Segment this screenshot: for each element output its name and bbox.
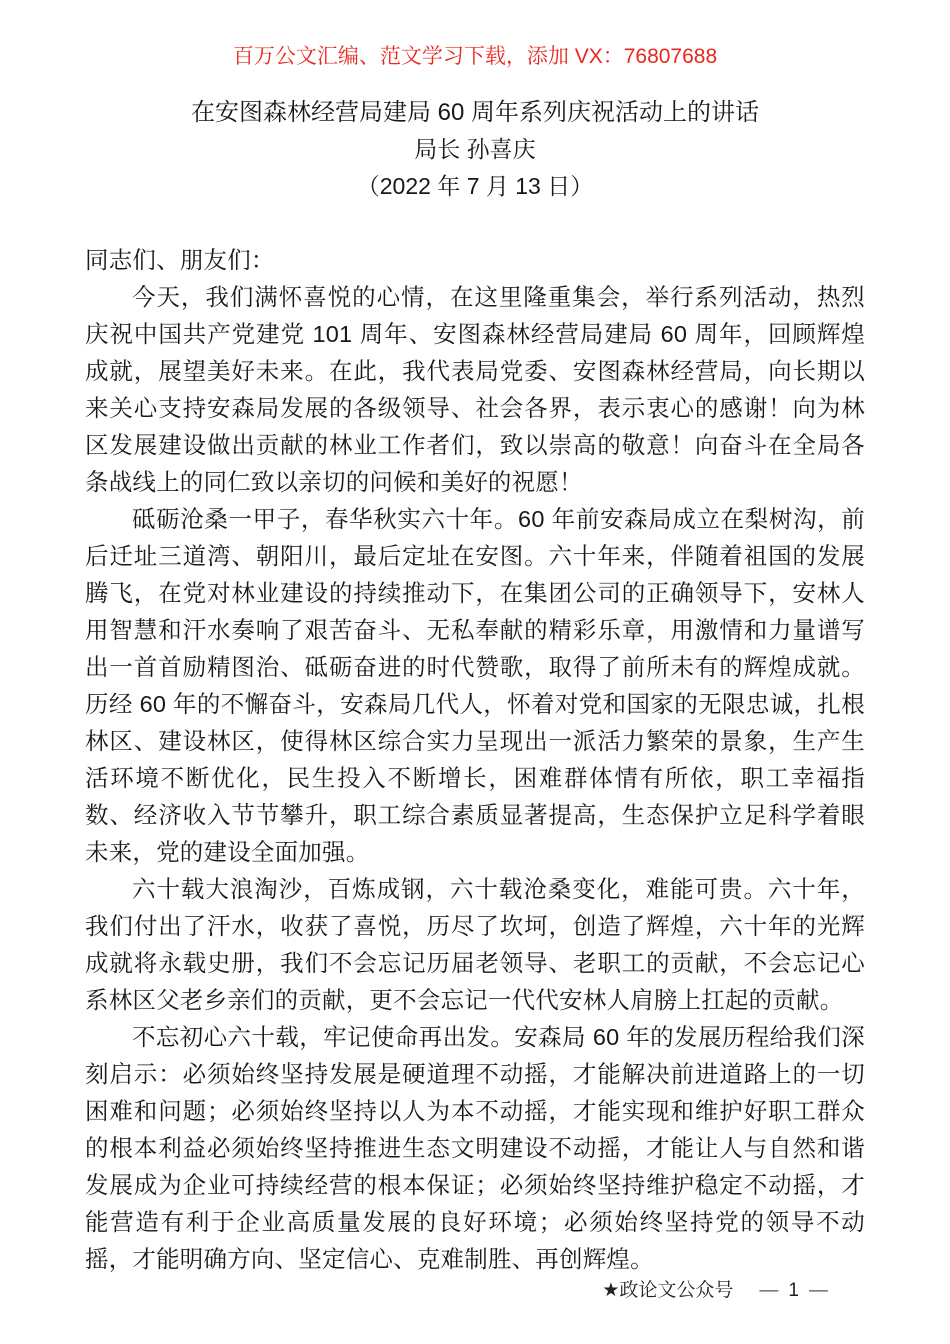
document-body (85, 242, 865, 1278)
paragraph-lessons: 不忘初心六十载，牢记使命再出发。安森局 60 年的发展历程给我们深刻启示：必须始终坚持发展是硬道理不动摇，才能解决前进道路上的一切困难和问题；必须始终坚持以人为本不动摇，才能实现和维护好职工群众的根本利益必须始终坚持推进生态文明建设不动摇，才能让人与自然和谐发展成为企业可持续经营的根本保证；必须始终坚持维护稳定不动摇，才能营造有利于企业高质量发展的良好环境；必须始终坚持党的领导不动摇，才能明确方向、坚定信心、克难制胜、再创辉煌。 (85, 1024, 865, 1272)
salutation: 同志们、朋友们： (85, 247, 275, 273)
footer-dash-right: — (809, 1280, 828, 1301)
document-title: 在安图森林经营局建局 60 周年系列庆祝活动上的讲话 (190, 99, 760, 126)
paragraph-history: 砥砺沧桑一甲子，春华秋实六十年。60 年前安森局成立在梨树沟，前后迁址三道湾、朝阳川，最后定址在安图。六十年来，伴随着祖国的发展腾飞，在党对林业建设的持续推动下，在集团公司的正确领导下，安林人用智慧和汗水奏响了艰苦奋斗、无私奉献的精彩乐章，用激情和力量谱写出一首首励精图治、砥砺奋进的时代赞歌，取得了前所未有的辉煌成就。历经 60 年的不懈奋斗，安森局几代人，怀着对党和国家的无限忠诚，扎根林区、建设林区，使得林区综合实力呈现出一派活力繁荣的景象，生产生活环境不断优化，民生投入不断增长，困难群体情有所依，职工幸福指数、经济收入节节攀升，职工综合素质显著提高，生态保护立足科学着眼未来，党的建设全面加强。 (85, 506, 865, 865)
footer-source: ★政论文公众号 (602, 1280, 734, 1301)
paragraph-achievements: 六十载大浪淘沙，百炼成钢，六十载沧桑变化，难能可贵。六十年，我们付出了汗水，收获了喜悦，历尽了坎坷，创造了辉煌，六十年的光辉成就将永载史册，我们不会忘记历届老领导、老职工的贡献，不会忘记心系林区父老乡亲们的贡献，更不会忘记一代代安林人肩膀上扛起的贡献。 (85, 876, 865, 1013)
speaker-line: 局长 孙喜庆 (414, 136, 536, 162)
date-line: （2022 年 7 月 13 日） (356, 173, 594, 199)
page-footer (602, 1279, 838, 1303)
paragraph-greeting: 今天，我们满怀喜悦的心情，在这里隆重集会，举行系列活动，热烈庆祝中国共产党建党 101 周年、安图森林经营局建局 60 周年，回顾辉煌成就，展望美好未来。在此，我代表局党委、安图森林经营局，向长期以来关心支持安森局发展的各级领导、社会各界，表示衷心的感谢！向为林区发展建设做出贡献的林业工作者们，致以崇高的敬意！向奋斗在全局各条战线上的同仁致以亲切的问候和美好的祝愿！ (85, 284, 865, 495)
footer-dash-left: — (759, 1280, 779, 1301)
footer-page-number: 1 (788, 1280, 799, 1301)
header-notice: 百万公文汇编、范文学习下载，添加 VX：76807688 (232, 45, 718, 68)
